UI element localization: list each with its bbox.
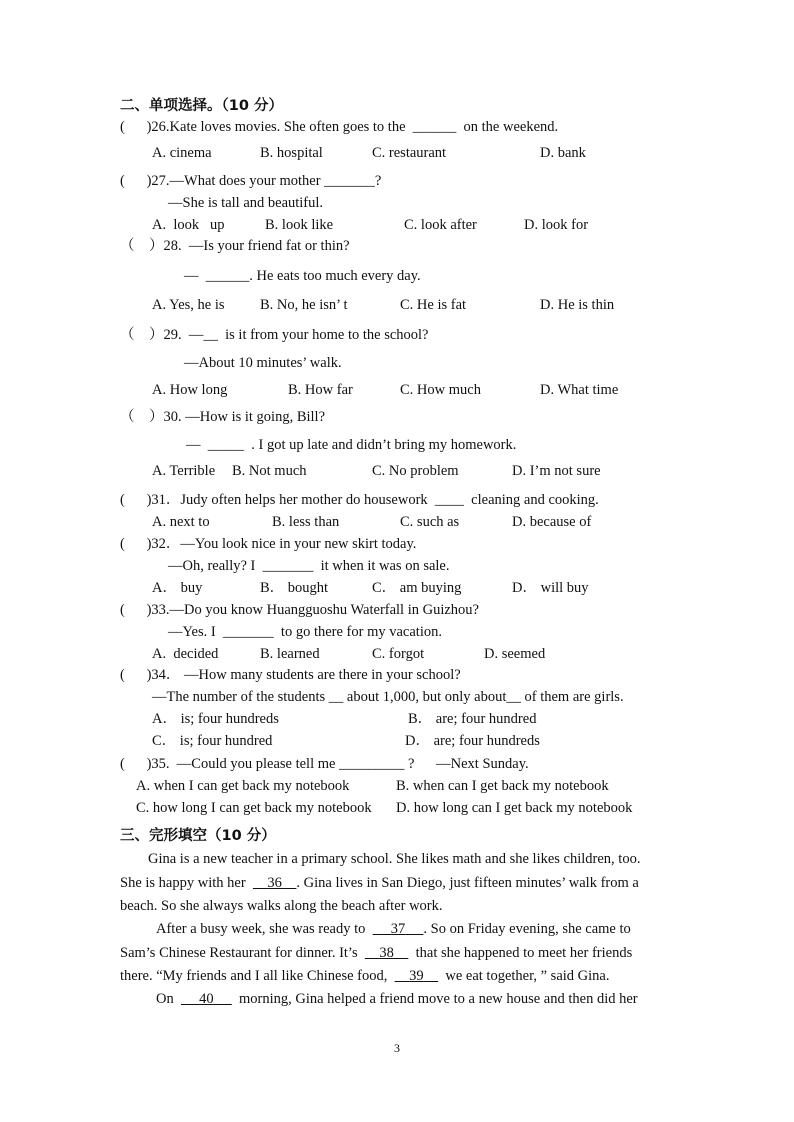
q31-option-a: A. next to <box>152 514 210 530</box>
question-28: （ ）28. —Is your friend fat or thin? <box>120 238 350 254</box>
cloze-blank-40: 40 <box>199 991 214 1007</box>
q34-option-d: D． are; four hundreds <box>405 733 540 749</box>
cloze-p1-line2 <box>120 876 639 891</box>
q28-option-a: A. Yes, he is <box>152 297 225 313</box>
question-26: ( )26.Kate loves movies. She often goes to the ______ on the weekend. <box>120 119 559 135</box>
q26-option-d: D. bank <box>540 145 586 161</box>
q32-option-c: C． am buying <box>372 580 462 596</box>
question-34: ( )34． —How many students are there in your school? <box>120 667 461 683</box>
cloze-p1-line3: beach. So she always walks along the beach after work. <box>120 898 443 914</box>
cloze-blank-37: 37 <box>390 921 406 937</box>
cloze-p3-line1 <box>156 992 638 1007</box>
cloze-text: we eat together, ” said Gina. <box>445 968 610 984</box>
section-heading-single-choice: 二、单项选择。（10 分） <box>120 98 283 114</box>
q35-option-c: C. how long I can get back my notebook <box>136 800 372 816</box>
q32-answer-line: —Oh, really? I _______ it when it was on sale. <box>168 558 450 574</box>
q30-option-a: A. Terrible <box>152 463 216 479</box>
cloze-text: On <box>156 991 174 1007</box>
question-30: （ ）30. —How is it going, Bill? <box>120 409 326 425</box>
q26-option-b: B. hospital <box>260 145 323 161</box>
q28-option-d: D. He is thin <box>540 297 615 313</box>
question-33: ( )33.—Do you know Huangguoshu Waterfall in Guizhou? <box>120 602 479 618</box>
q31-option-d: D. because of <box>512 514 592 530</box>
q30-answer-line: — _____ . I got up late and didn’t bring my homework. <box>186 437 517 453</box>
q30-option-c: C. No problem <box>372 463 459 479</box>
q27-option-c: C. look after <box>404 217 477 233</box>
question-32: ( )32．—You look nice in your new skirt today. <box>120 536 417 552</box>
question-27: ( )27.—What does your mother _______? <box>120 173 382 189</box>
q27-option-a: A. look up <box>152 217 225 233</box>
q32-option-b: B． bought <box>260 580 329 596</box>
q35-option-d: D. how long can I get back my notebook <box>396 800 633 816</box>
q35-option-b: B. when can I get back my notebook <box>396 778 609 794</box>
q32-option-d: D． will buy <box>512 580 589 596</box>
q29-option-c: C. How much <box>400 382 481 398</box>
cloze-blank-39: 39 <box>409 968 424 984</box>
q33-answer-line: —Yes. I _______ to go there for my vacation. <box>168 624 442 640</box>
q29-option-a: A. How long <box>152 382 228 398</box>
section-heading-cloze: 三、完形填空（10 分） <box>120 828 276 844</box>
cloze-p2-line3 <box>120 969 609 984</box>
q32-option-a: A． buy <box>152 580 203 596</box>
cloze-text: . So on Friday evening, she came to <box>423 921 631 937</box>
q29-answer-line: —About 10 minutes’ walk. <box>184 355 342 371</box>
q28-option-b: B. No, he isn’ t <box>260 297 348 313</box>
question-29: （ ）29. —__ is it from your home to the school? <box>120 327 429 343</box>
question-31: ( )31．Judy often helps her mother do housework ____ cleaning and cooking. <box>120 492 599 508</box>
q31-option-b: B. less than <box>272 514 340 530</box>
q34-option-c: C． is; four hundred <box>152 733 273 749</box>
q33-option-b: B. learned <box>260 646 320 662</box>
q26-option-c: C. restaurant <box>372 145 447 161</box>
cloze-text: there. “My friends and I all like Chinese food, <box>120 968 388 984</box>
page-number: 3 <box>394 1041 400 1055</box>
q29-option-b: B. How far <box>288 382 353 398</box>
q28-answer-line: — ______. He eats too much every day. <box>184 268 421 284</box>
q26-option-a: A. cinema <box>152 145 212 161</box>
q30-option-d: D. I’m not sure <box>512 463 601 479</box>
cloze-text: morning, Gina helped a friend move to a new house and then did her <box>238 991 638 1007</box>
q29-option-d: D. What time <box>540 382 619 398</box>
q34-option-b: B． are; four hundred <box>408 711 537 727</box>
q27-option-b: B. look like <box>265 217 334 233</box>
q33-option-a: A. decided <box>152 646 219 662</box>
q33-option-d: D. seemed <box>484 646 546 662</box>
q31-option-c: C. such as <box>400 514 460 530</box>
q35-option-a: A. when I can get back my notebook <box>136 778 350 794</box>
cloze-text: . Gina lives in San Diego, just fifteen minutes’ walk from a <box>296 875 639 891</box>
cloze-text: After a busy week, she was ready to <box>156 921 366 937</box>
cloze-text: that she happened to meet her friends <box>415 945 633 961</box>
q34-option-a: A． is; four hundreds <box>152 711 279 727</box>
q34-answer-line: —The number of the students __ about 1,000, but only about__ of them are girls. <box>152 689 624 705</box>
cloze-blank-36: 36 <box>267 875 282 891</box>
q28-option-c: C. He is fat <box>400 297 467 313</box>
cloze-blank-38: 38 <box>379 945 394 961</box>
q33-option-c: C. forgot <box>372 646 425 662</box>
q27-option-d: D. look for <box>524 217 589 233</box>
cloze-text: Sam’s Chinese Restaurant for dinner. It’s <box>120 945 358 961</box>
cloze-p2-line1 <box>156 922 631 937</box>
q27-answer-line: —She is tall and beautiful. <box>168 195 324 211</box>
cloze-p1-line1: Gina is a new teacher in a primary school. She likes math and she likes children, too. <box>148 851 641 867</box>
cloze-text: She is happy with her <box>120 875 246 891</box>
cloze-p2-line2 <box>120 946 632 961</box>
q30-option-b: B. Not much <box>232 463 307 479</box>
question-35: ( )35. —Could you please tell me _________ ? —Next Sunday. <box>120 756 529 772</box>
